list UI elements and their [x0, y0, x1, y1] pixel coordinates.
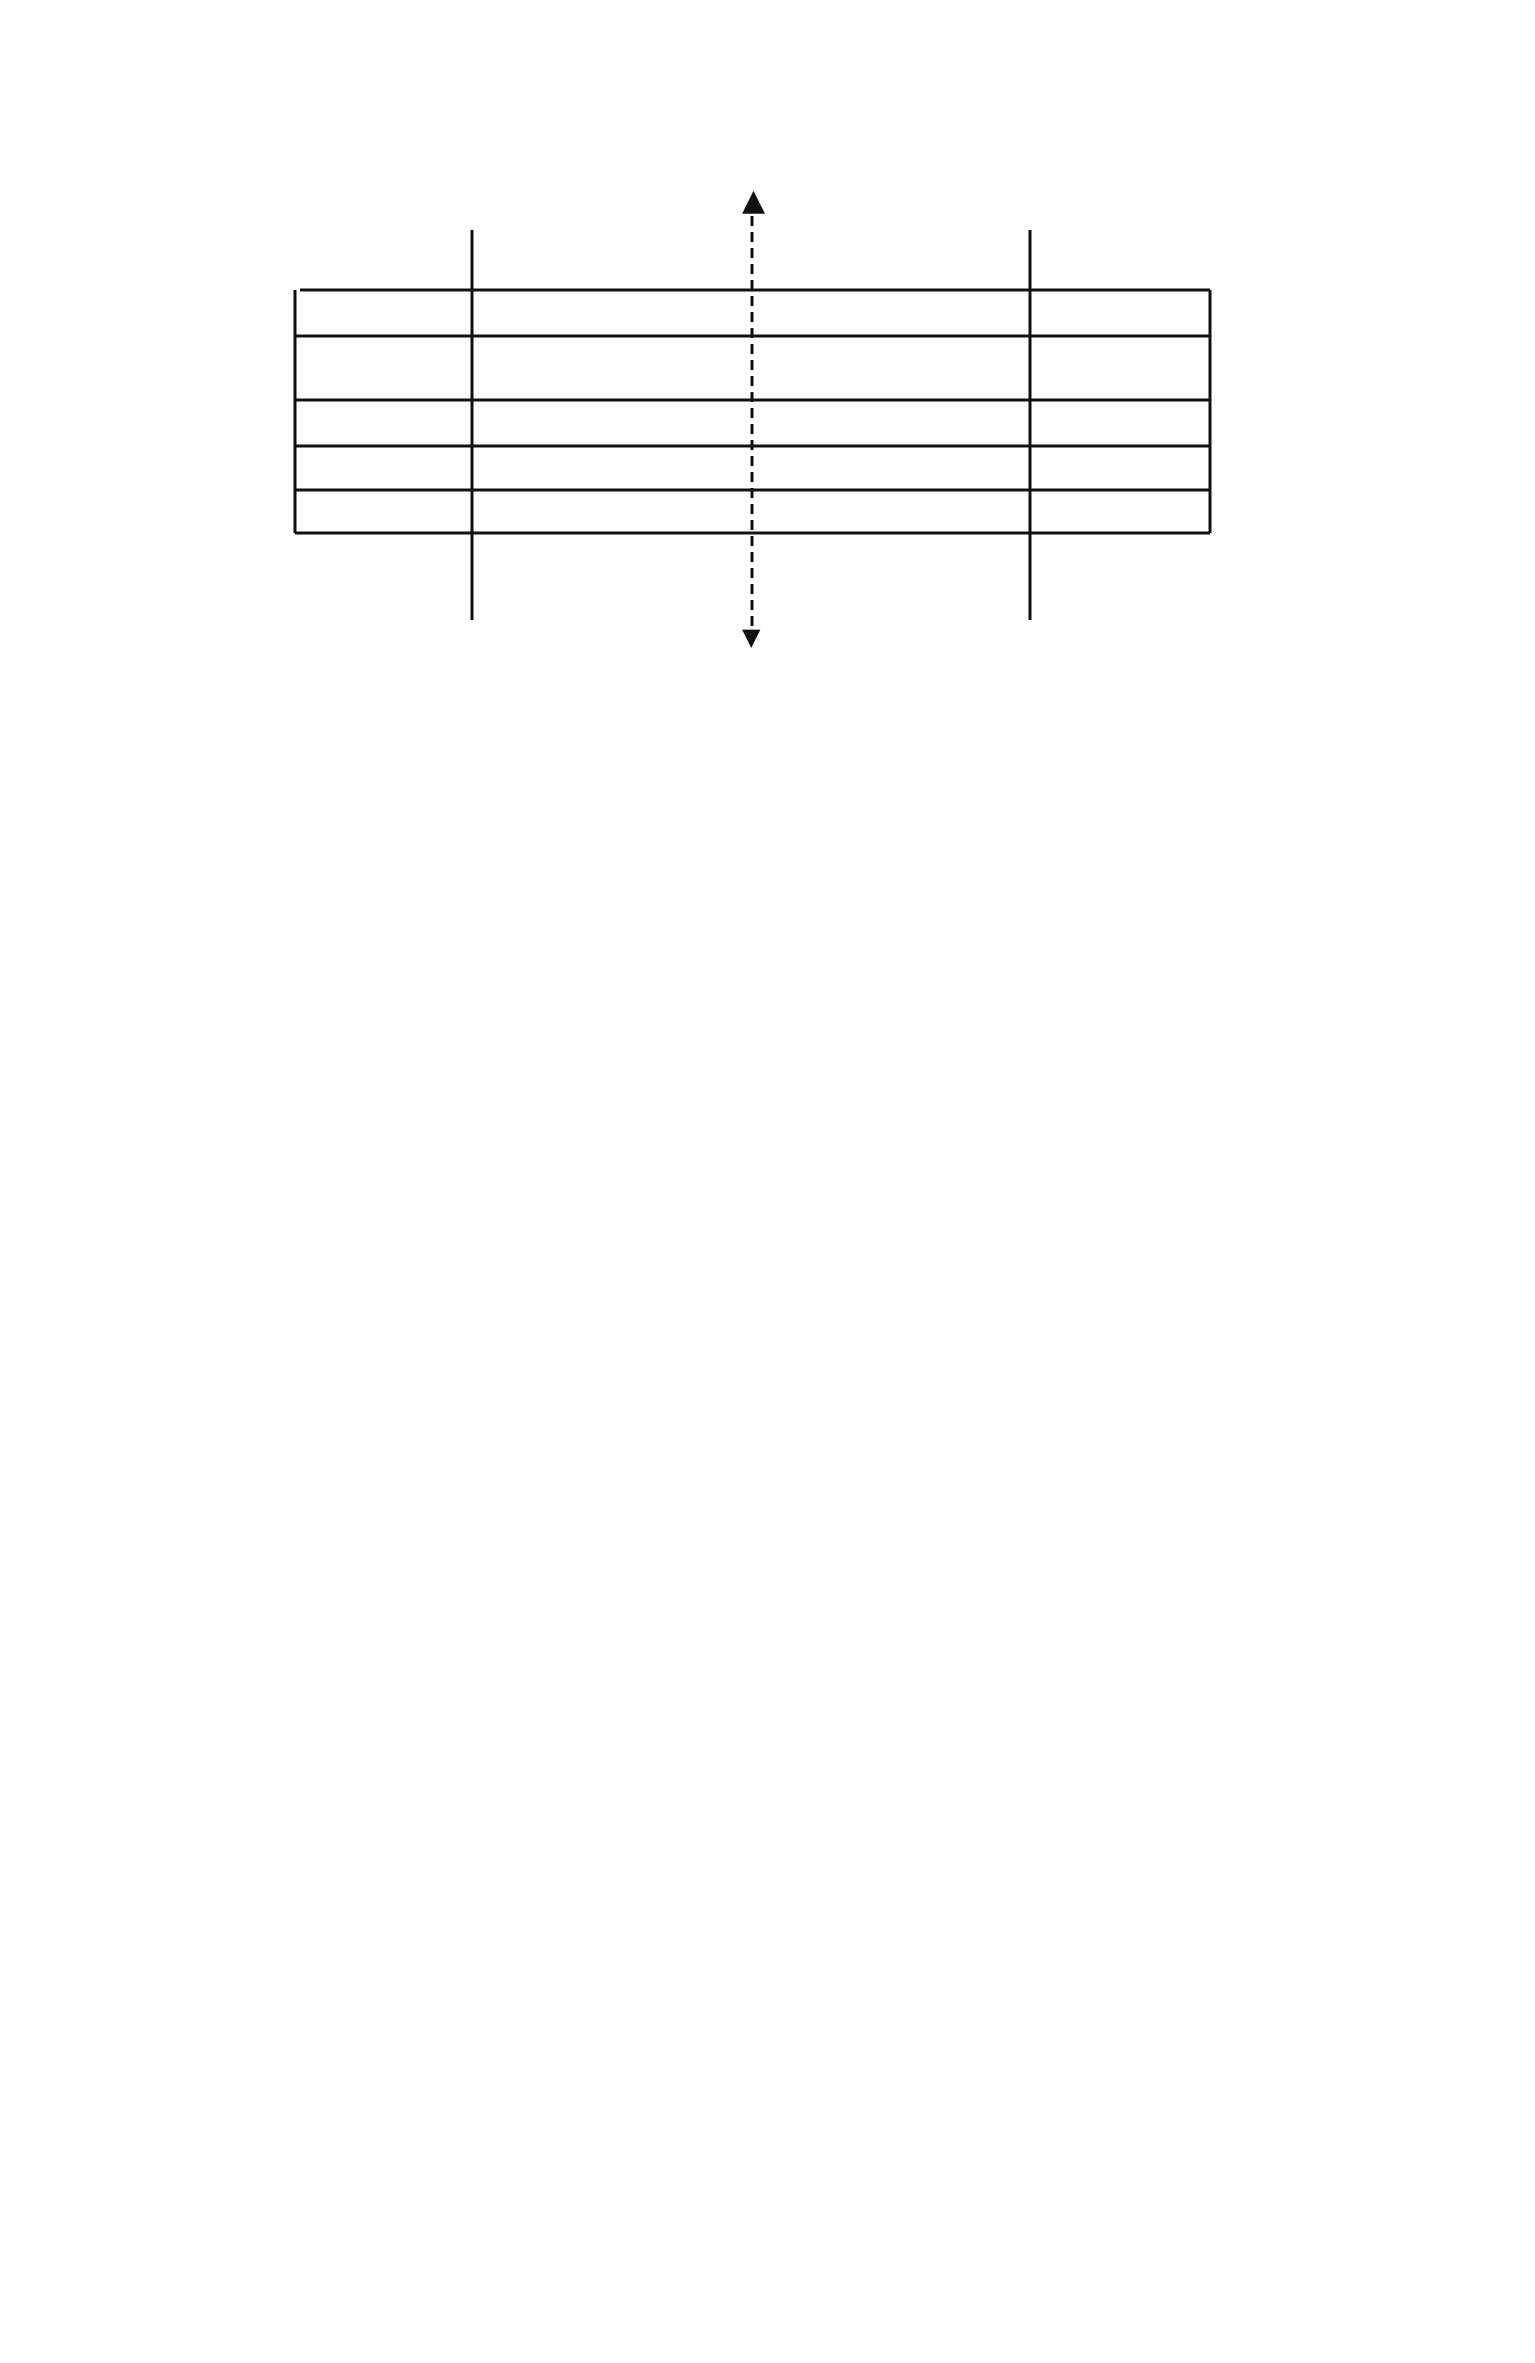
level-grid [295, 200, 1210, 645]
south-arrow: ▼ [742, 623, 761, 651]
north-arrow: ▲ [742, 183, 766, 218]
insolation-diagram [0, 0, 1535, 720]
labels [742, 183, 765, 651]
